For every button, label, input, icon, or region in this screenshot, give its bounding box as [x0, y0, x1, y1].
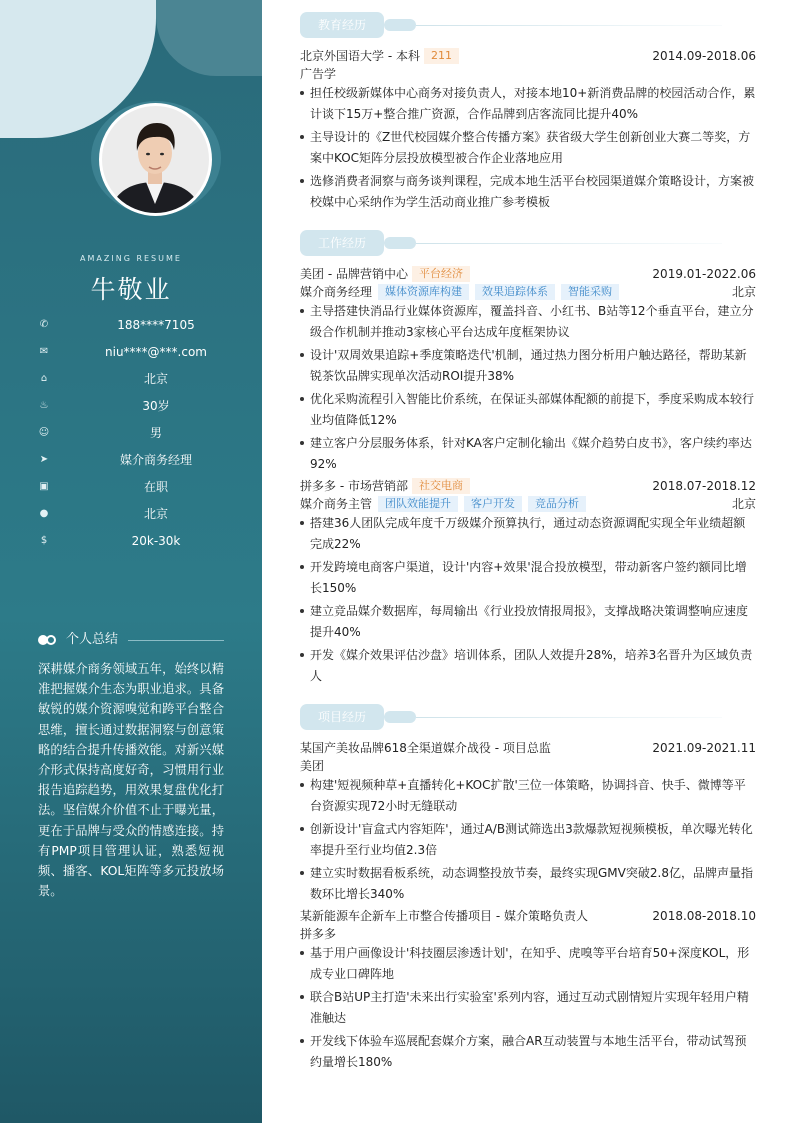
project-name: 某国产美妆品牌618全渠道媒介战役 - 项目总监	[300, 741, 551, 755]
role-row	[300, 283, 756, 301]
major: 广告学	[300, 67, 337, 81]
list-item: 构建'短视频种草+直播转化+KOC扩散'三位一体策略，协调抖音、快手、微博等平台资源实现72小时无缝联动	[300, 775, 756, 816]
info-age	[38, 397, 248, 415]
decor-shape	[384, 19, 416, 31]
location-icon: ●	[39, 508, 49, 519]
info-gender	[38, 424, 248, 442]
info-value: 北京	[143, 507, 168, 521]
list-item: 联合B站UP主打造'未来出行实验室'系列内容，通过互动式剧情短片实现年轻用户精准触达	[300, 987, 756, 1028]
sidebar	[0, 0, 262, 1123]
tagline: AMAZING RESUME	[80, 254, 182, 263]
section-title: 教育经历	[300, 12, 384, 38]
info-value: 媒介商务经理	[119, 453, 192, 467]
date-range: 2021.09-2021.11	[652, 741, 756, 755]
section-header-education	[300, 11, 756, 41]
skill-tag: 竞品分析	[528, 496, 586, 512]
decor-shape	[384, 237, 416, 249]
info-city	[38, 505, 248, 523]
date-range: 2019.01-2022.06	[652, 267, 756, 281]
list-item: 主导设计的《Z世代校园媒介整合传播方案》获省级大学生创新创业大赛二等奖，方案中KOC矩阵分层投放模型被合作企业落地应用	[300, 127, 756, 168]
section-title: 项目经历	[300, 704, 384, 730]
section-header-projects	[300, 703, 756, 733]
info-value: 20k-30k	[131, 534, 181, 548]
decor-shape	[384, 711, 416, 723]
list-item: 开发《媒介效果评估沙盘》培训体系，团队人效提升28%，培养3名晋升为区域负责人	[300, 645, 756, 686]
education-row	[300, 47, 756, 65]
company-badge: 社交电商	[412, 478, 470, 494]
summary-header	[38, 630, 224, 650]
home-icon: ⌂	[40, 373, 48, 384]
divider	[128, 640, 224, 641]
role: 媒介商务经理	[300, 285, 373, 299]
list-item: 选修消费者洞察与商务谈判课程，完成本地生活平台校园渠道媒介策略设计，方案被校媒中心采纳作为学生活动商业推广参考模板	[300, 171, 756, 212]
date-range: 2018.07-2018.12	[652, 479, 756, 493]
city: 北京	[731, 497, 756, 511]
project-org-row	[300, 925, 756, 943]
decor-shape	[156, 0, 262, 76]
briefcase-icon: ▣	[39, 481, 49, 492]
list-item: 设计'双周效果追踪+季度策略迭代'机制，通过热力图分析用户触达路径，帮助某新锐茶饮品牌实现单次活动ROI提升38%	[300, 345, 756, 386]
info-status	[38, 478, 248, 496]
list-item: 建立实时数据看板系统，动态调整投放节奏，最终实现GMV突破2.8亿，品牌声量指数环比增长340%	[300, 863, 756, 904]
list-item: 基于用户画像设计'科技圈层渗透计划'，在知乎、虎嗅等平台培育50+深度KOL，形成专业口碑阵地	[300, 943, 756, 984]
project-row	[300, 739, 756, 757]
company: 美团 - 品牌营销中心	[300, 267, 408, 281]
project-row	[300, 907, 756, 925]
city: 北京	[731, 285, 756, 299]
project-org: 美团	[300, 759, 325, 773]
info-value: 男	[149, 426, 162, 440]
project-org-row	[300, 757, 756, 775]
phone-icon: ✆	[39, 319, 49, 330]
info-email	[38, 343, 248, 361]
company: 拼多多 - 市场营销部	[300, 479, 408, 493]
list-item: 开发线下体验车巡展配套媒介方案，融合AR互动装置与本地生活平台，带动试驾预约量增长180%	[300, 1031, 756, 1072]
date-range: 2014.09-2018.06	[652, 49, 756, 63]
school-badge: 211	[424, 48, 459, 64]
skill-tag: 团队效能提升	[378, 496, 458, 512]
major-row	[300, 65, 756, 83]
cake-icon: ♨	[39, 400, 49, 411]
list-item: 建立竞品媒介数据库，每周输出《行业投放情报周报》，支撑战略决策调整响应速度提升40%	[300, 601, 756, 642]
list-item: 开发跨境电商客户渠道，设计'内容+效果'混合投放模型，带动新客户签约额同比增长150%	[300, 557, 756, 598]
project-org: 拼多多	[300, 927, 337, 941]
section-header-work	[300, 229, 756, 259]
dot-icon	[46, 635, 56, 645]
info-position	[38, 451, 248, 469]
list-item: 搭建36人团队完成年度千万级媒介预算执行，通过动态资源调配实现全年业绩超额完成22%	[300, 513, 756, 554]
skill-tag: 智能采购	[561, 284, 619, 300]
role: 媒介商务主管	[300, 497, 373, 511]
divider	[416, 717, 722, 718]
money-icon: $	[40, 535, 48, 546]
summary-text: 深耕媒介商务领域五年，始终以精准把握媒介生态为职业追求。具备敏锐的媒介资源嗅觉和跨平台整合思维，擅长通过数据洞察与创意策略的结合提升传播效能。对新兴媒介形式保持高度好奇，习惯用行业报告追踪趋势，用效果复盘优化打法。坚信媒介价值不止于曝光量，更在于品牌与受众的情感连接。持有PMP项目管理认证，熟悉短视频、播客、KOL矩阵等多元投放场景。	[38, 662, 224, 899]
school-name: 北京外国语大学 - 本科	[300, 49, 420, 63]
job-row	[300, 477, 756, 495]
info-value: 北京	[143, 372, 168, 386]
gender-icon: ☺	[38, 427, 50, 438]
send-icon: ➤	[39, 454, 49, 465]
project-name: 某新能源车企新车上市整合传播项目 - 媒介策略负责人	[300, 909, 588, 923]
skill-tag: 效果追踪体系	[475, 284, 555, 300]
divider	[416, 25, 722, 26]
candidate-name: 牛敬业	[90, 275, 172, 304]
list-item: 创新设计'盲盒式内容矩阵'，通过A/B测试筛选出3款爆款短视频模板，单次曝光转化率提升至行业均值2.3倍	[300, 819, 756, 860]
info-salary	[38, 532, 248, 550]
divider	[416, 243, 722, 244]
info-home	[38, 370, 248, 388]
job-row	[300, 265, 756, 283]
list-item: 担任校级新媒体中心商务对接负责人，对接本地10+新消费品牌的校园活动合作，累计谈下15万+整合推广资源，合作品牌到店客流同比提升40%	[300, 83, 756, 124]
role-row	[300, 495, 756, 513]
info-value: niu****@***.com	[105, 345, 207, 359]
list-item: 建立客户分层服务体系，针对KA客户定制化输出《媒介趋势白皮书》，客户续约率达92%	[300, 433, 756, 474]
list-item: 主导搭建快消品行业媒体资源库，覆盖抖音、小红书、B站等12个垂直平台，建立分级合作机制并推动3家核心平台达成年度框架协议	[300, 301, 756, 342]
company-badge: 平台经济	[412, 266, 470, 282]
mail-icon: ✉	[39, 346, 49, 357]
info-value: 在职	[143, 480, 168, 494]
skill-tag: 媒体资源库构建	[378, 284, 469, 300]
info-value: 30岁	[142, 399, 170, 413]
skill-tag: 客户开发	[464, 496, 522, 512]
section-title: 工作经历	[300, 230, 384, 256]
summary-title: 个人总结	[66, 632, 119, 647]
avatar	[99, 103, 212, 216]
info-value: 188****7105	[117, 318, 195, 332]
date-range: 2018.08-2018.10	[652, 909, 756, 923]
info-phone	[38, 316, 248, 334]
list-item: 优化采购流程引入智能比价系统，在保证头部媒体配额的前提下，季度采购成本较行业均值降低12%	[300, 389, 756, 430]
